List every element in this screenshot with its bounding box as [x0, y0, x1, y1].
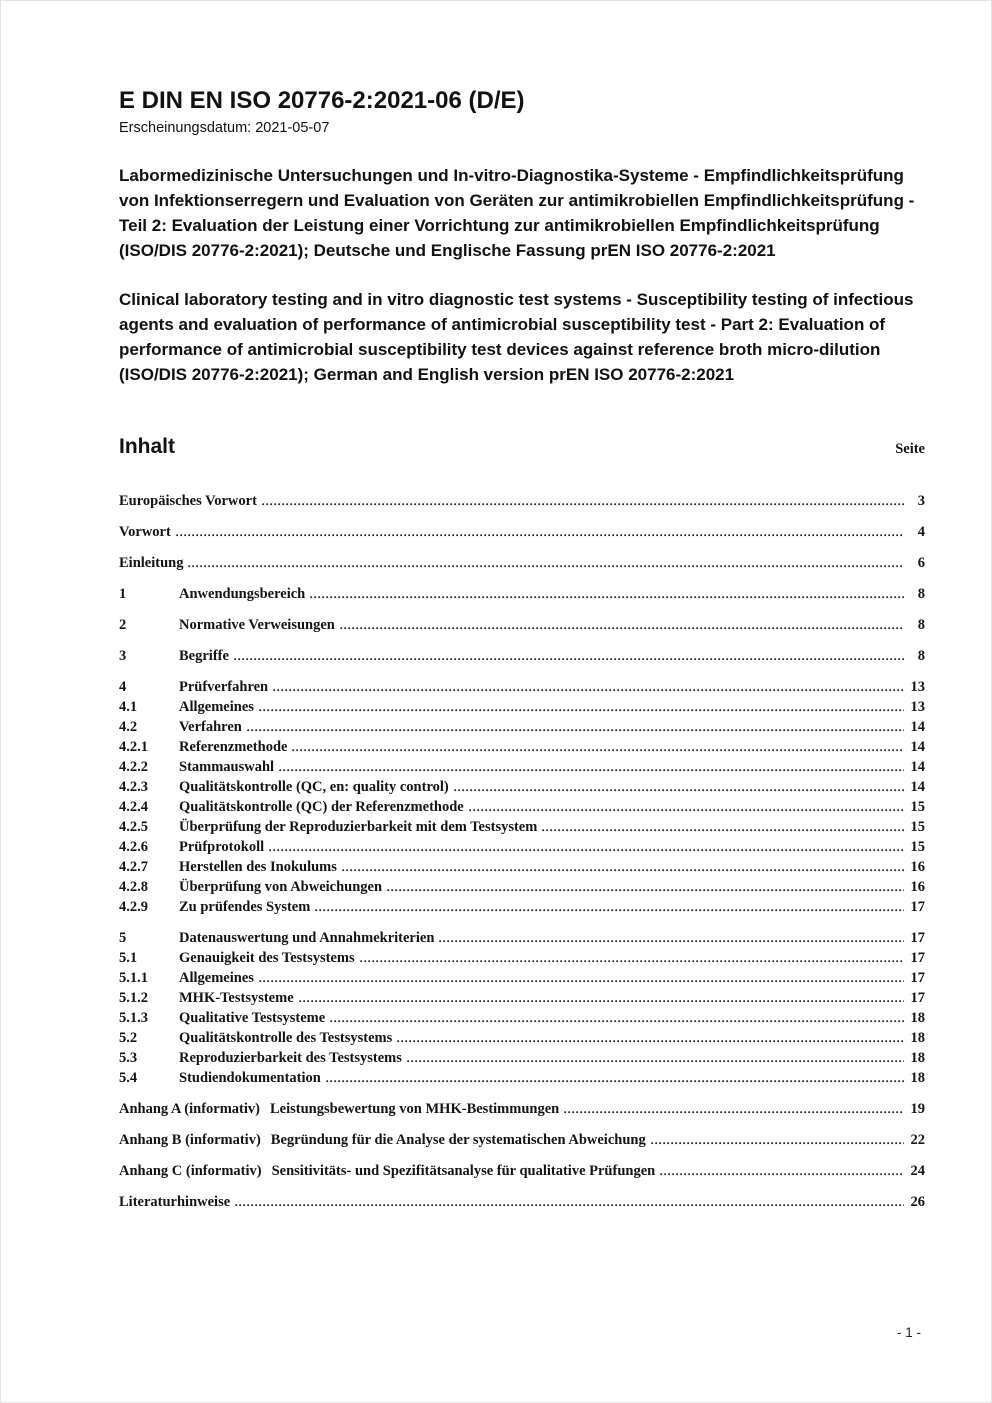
toc-entry-page: 14 — [910, 758, 925, 775]
toc-entry — [119, 646, 925, 666]
toc-dot-leader — [310, 584, 904, 604]
toc-entry-number: 4.2.1 — [119, 738, 148, 755]
toc-entry — [119, 757, 925, 777]
toc-entry-label: Literaturhinweise — [119, 1193, 231, 1210]
toc-entry-label: Zu prüfendes System — [179, 898, 311, 915]
toc-entry — [119, 1099, 925, 1119]
toc-entry-number: Anhang C (informativ) — [119, 1162, 262, 1179]
toc-dot-leader — [247, 717, 904, 737]
toc-entry-label: Reproduzierbarkeit des Testsystems — [179, 1049, 402, 1066]
toc-entry — [119, 584, 925, 604]
publication-date: Erscheinungsdatum: 2021-05-07 — [119, 119, 330, 136]
toc-entry-label: Herstellen des Inokulums — [179, 858, 337, 875]
toc-entry-label: Referenzmethode — [179, 738, 288, 755]
toc-entry-page: 14 — [910, 738, 925, 755]
toc-entry-label: Allgemeines — [179, 698, 254, 715]
toc-entry-page: 22 — [910, 1131, 925, 1148]
toc-entry-page: 14 — [910, 778, 925, 795]
toc-dot-leader — [564, 1099, 904, 1119]
toc-entry — [119, 1068, 925, 1088]
toc-entry-label: Sensitivitäts- und Spezifitätsanalyse für qualitative Prüfungen — [271, 1162, 656, 1179]
toc-entry-label: Leistungsbewertung von MHK-Bestimmungen — [270, 1100, 560, 1117]
toc-entry-number: 2 — [119, 616, 127, 633]
toc-entry — [119, 777, 925, 797]
toc-dot-leader — [292, 737, 904, 757]
toc-entry-label: Begriffe — [179, 647, 229, 664]
toc-entry — [119, 677, 925, 697]
toc-entry-page: 8 — [917, 585, 925, 602]
toc-entry — [119, 948, 925, 968]
toc-dot-leader — [397, 1028, 904, 1048]
toc-entry — [119, 877, 925, 897]
toc-entry-page: 17 — [910, 989, 925, 1006]
document-title: E DIN EN ISO 20776-2:2021-06 (D/E) — [119, 87, 525, 114]
toc-entry — [119, 1008, 925, 1028]
toc-dot-leader — [454, 777, 904, 797]
toc-entry — [119, 968, 925, 988]
toc-entry — [119, 717, 925, 737]
toc-entry-label: Überprüfung der Reproduzierbarkeit mit dem Testsystem — [179, 818, 538, 835]
toc-entry-number: 4.2.8 — [119, 878, 148, 895]
page-number-footer: - 1 - — [896, 1325, 921, 1340]
toc-entry-label: Überprüfung von Abweichungen — [179, 878, 383, 895]
toc-entry-label: Qualitätskontrolle (QC) der Referenzmethode — [179, 798, 464, 815]
toc-entry — [119, 897, 925, 917]
toc-entry-page: 18 — [910, 1009, 925, 1026]
toc-entry-number: 5.1 — [119, 949, 138, 966]
toc-entry-number: 5.1.2 — [119, 989, 148, 1006]
toc-entry-page: 18 — [910, 1029, 925, 1046]
toc-dot-leader — [407, 1048, 904, 1068]
toc-entry-number: 5.1.3 — [119, 1009, 148, 1026]
toc-entry — [119, 928, 925, 948]
toc-entry-page: 16 — [910, 878, 925, 895]
toc-entry-page: 17 — [910, 949, 925, 966]
toc-entry-page: 13 — [910, 698, 925, 715]
toc-dot-leader — [387, 877, 904, 897]
toc-entry-page: 17 — [910, 969, 925, 986]
toc-entry-number: 5.4 — [119, 1069, 138, 1086]
toc-dot-leader — [439, 928, 904, 948]
toc-dot-leader — [279, 757, 904, 777]
toc-entry-label: Vorwort — [119, 523, 171, 540]
toc-entry-label: Prüfprotokoll — [179, 838, 265, 855]
toc-entry-page: 16 — [910, 858, 925, 875]
toc-entry-number: 5 — [119, 929, 127, 946]
toc-dot-leader — [330, 1008, 904, 1028]
toc-dot-leader — [651, 1130, 904, 1150]
toc-entry — [119, 797, 925, 817]
toc-entry-number: 4.1 — [119, 698, 138, 715]
toc-entry-number: 4.2.3 — [119, 778, 148, 795]
toc-entry-page: 14 — [910, 718, 925, 735]
toc-entry — [119, 1048, 925, 1068]
toc-entry-number: Anhang B (informativ) — [119, 1131, 261, 1148]
document-title-german: Labormedizinische Untersuchungen und In-vitro-Diagnostika-Systeme - Empfindlichkeitsprüfung von Infektionserregern und Evaluation von Geräten zur antimikrobiellen Empfindlichkeitsprüfung - Teil 2: Evaluation der Leistung einer Vorrichtung zur antimikrobiellen Empfindlichkeitsprüfung (ISO/DIS 20776-2:2021); Deutsche und Englische Fassung prEN ISO 20776-2:2021 — [119, 165, 915, 260]
toc-entry — [119, 1028, 925, 1048]
toc-entry — [119, 1192, 925, 1212]
toc-dot-leader — [326, 1068, 904, 1088]
toc-dot-leader — [469, 797, 904, 817]
toc-entry — [119, 615, 925, 635]
toc-entry-label: Europäisches Vorwort — [119, 492, 257, 509]
toc-entry-page: 18 — [910, 1069, 925, 1086]
toc-entry-number: 3 — [119, 647, 127, 664]
toc-entry-number: 4.2.6 — [119, 838, 148, 855]
toc-entry-label: Einleitung — [119, 554, 184, 571]
toc-page-column-label: Seite — [895, 440, 925, 457]
toc-dot-leader — [299, 988, 904, 1008]
toc-entry-label: Qualitätskontrolle des Testsystems — [179, 1029, 393, 1046]
toc-entry-number: 4.2.2 — [119, 758, 148, 775]
toc-entry-label: Stammauswahl — [179, 758, 275, 775]
toc-entry-number: 4.2.9 — [119, 898, 148, 915]
toc-entry-label: Allgemeines — [179, 969, 254, 986]
toc-entry-page: 24 — [910, 1162, 925, 1179]
toc-entry-page: 13 — [910, 678, 925, 695]
toc-entry-label: Datenauswertung und Annahmekriterien — [179, 929, 435, 946]
table-of-contents — [119, 491, 925, 1212]
toc-heading: Inhalt — [119, 434, 175, 458]
toc-entry — [119, 857, 925, 877]
toc-dot-leader — [262, 491, 904, 511]
toc-entry-label: Genauigkeit des Testsystems — [179, 949, 355, 966]
toc-entry — [119, 522, 925, 542]
toc-entry-label: Studiendokumentation — [179, 1069, 321, 1086]
toc-dot-leader — [315, 897, 904, 917]
toc-entry — [119, 1161, 925, 1181]
toc-entry-label: Begründung für die Analyse der systematischen Abweichung — [270, 1131, 646, 1148]
toc-entry-number: 4 — [119, 678, 127, 695]
toc-entry-label: Qualitätskontrolle (QC, en: quality control) — [179, 778, 449, 795]
toc-entry-label: Verfahren — [179, 718, 242, 735]
toc-entry — [119, 491, 925, 511]
toc-entry-label: MHK-Testsysteme — [179, 989, 294, 1006]
toc-entry-page: 17 — [910, 898, 925, 915]
toc-entry — [119, 697, 925, 717]
toc-dot-leader — [259, 697, 904, 717]
toc-entry — [119, 737, 925, 757]
toc-entry-page: 17 — [910, 929, 925, 946]
toc-entry-page: 6 — [917, 554, 925, 571]
toc-entry-page: 15 — [910, 798, 925, 815]
toc-entry-page: 19 — [910, 1100, 925, 1117]
toc-entry — [119, 988, 925, 1008]
toc-entry-label: Prüfverfahren — [179, 678, 269, 695]
toc-dot-leader — [188, 553, 904, 573]
toc-entry-number: 5.1.1 — [119, 969, 148, 986]
toc-entry-page: 15 — [910, 818, 925, 835]
toc-entry-page: 3 — [917, 492, 925, 509]
toc-entry-number: 4.2.7 — [119, 858, 148, 875]
toc-entry-page: 26 — [910, 1193, 925, 1210]
toc-dot-leader — [269, 837, 904, 857]
toc-dot-leader — [273, 677, 904, 697]
toc-dot-leader — [259, 968, 904, 988]
toc-entry-page: 8 — [917, 616, 925, 633]
toc-header-row — [119, 435, 925, 459]
toc-dot-leader — [234, 646, 904, 666]
toc-entry-number: Anhang A (informativ) — [119, 1100, 260, 1117]
toc-dot-leader — [660, 1161, 904, 1181]
toc-dot-leader — [360, 948, 904, 968]
toc-entry — [119, 837, 925, 857]
toc-entry-page: 15 — [910, 838, 925, 855]
toc-dot-leader — [176, 522, 904, 542]
toc-entry — [119, 1130, 925, 1150]
toc-entry-label: Anwendungsbereich — [179, 585, 306, 602]
toc-entry-number: 4.2 — [119, 718, 138, 735]
toc-dot-leader — [342, 857, 904, 877]
document-title-english: Clinical laboratory testing and in vitro diagnostic test systems - Susceptibility testing of infectious agents and evaluation of performance of antimicrobial susceptibility test - Part 2: Evaluation of performance of antimicrobial susceptibility test devices against reference broth micro-dilution (ISO/DIS 20776-2:2021); German and English version prEN ISO 20776-2:2021 — [119, 289, 914, 384]
toc-entry-number: 1 — [119, 585, 127, 602]
toc-entry — [119, 817, 925, 837]
toc-dot-leader — [235, 1192, 904, 1212]
toc-entry-label: Qualitative Testsysteme — [179, 1009, 326, 1026]
toc-entry-page: 18 — [910, 1049, 925, 1066]
toc-dot-leader — [542, 817, 904, 837]
toc-dot-leader — [340, 615, 904, 635]
toc-entry-label: Normative Verweisungen — [179, 616, 335, 633]
toc-entry-number: 5.3 — [119, 1049, 138, 1066]
toc-entry-page: 8 — [917, 647, 925, 664]
toc-entry-number: 5.2 — [119, 1029, 138, 1046]
toc-entry-number: 4.2.4 — [119, 798, 148, 815]
toc-entry-number: 4.2.5 — [119, 818, 148, 835]
toc-entry — [119, 553, 925, 573]
toc-entry-page: 4 — [917, 523, 925, 540]
